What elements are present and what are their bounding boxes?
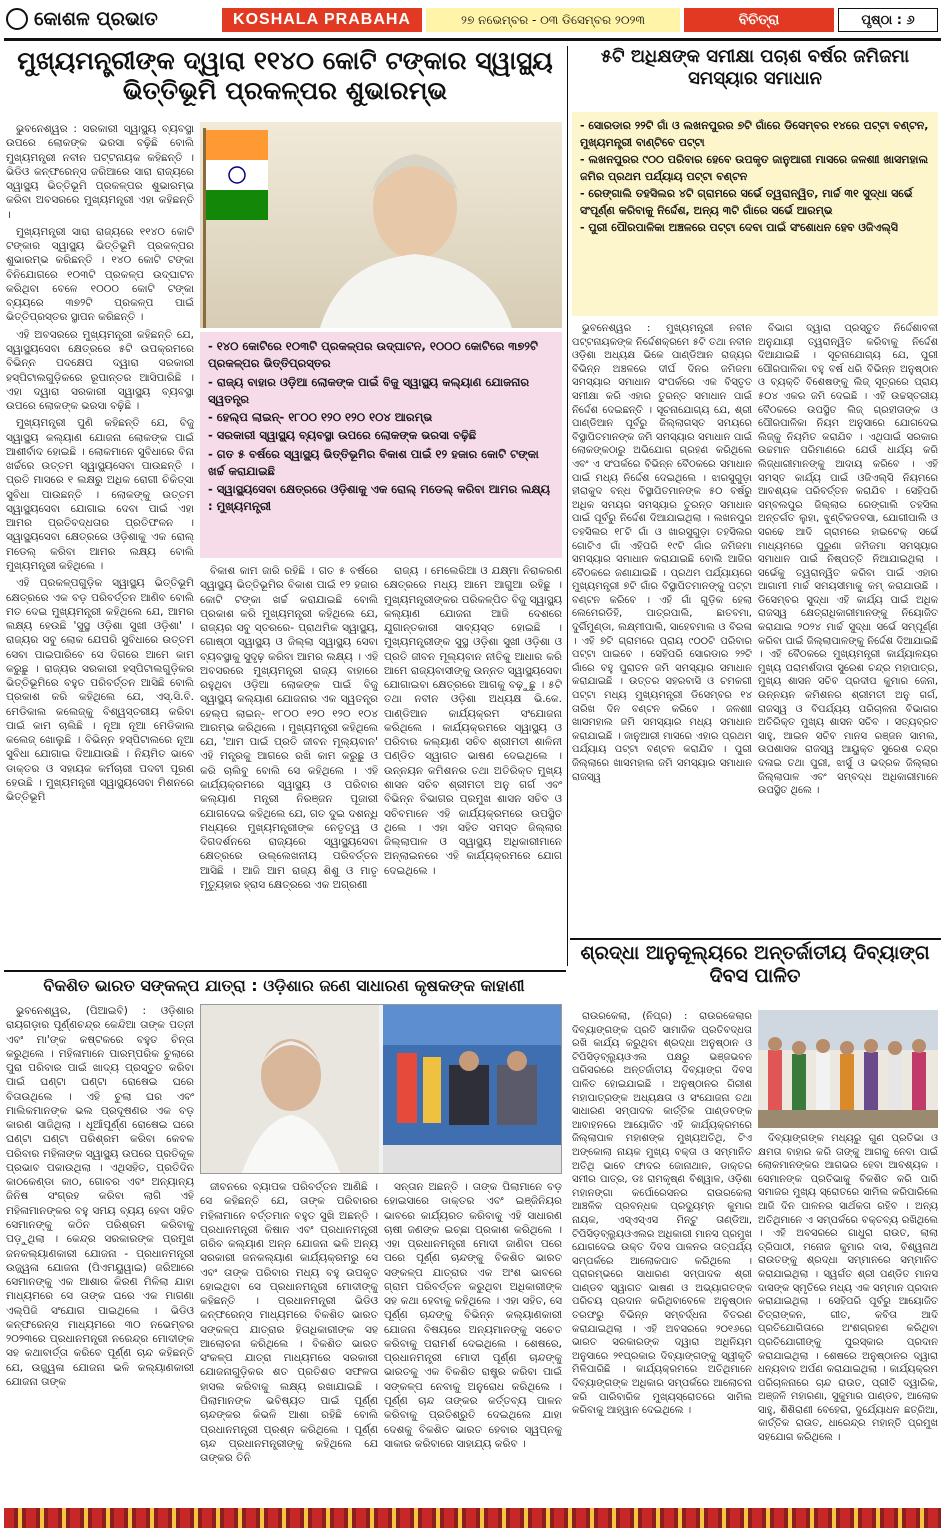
video-conference-photo	[200, 1004, 562, 1174]
paragraph: ମୁଖ୍ୟମନ୍ତ୍ରୀ ସାରା ରାଜ୍ୟରେ ୧୧୪୦ କୋଟି ଟଙ୍କାର ସ୍ୱାସ୍ଥ୍ୟ ଭିତ୍ତିଭୂମି ପ୍ରକଳ୍ପର ଶୁଭାରମ୍ଭ କରିଛନ୍ତି । ୧୪୦ କୋଟି ଟଙ୍କା ବିନିଯୋଗରେ ୧୦୩ଟି ପ୍ରକଳ୍ପ ଉଦ୍‌ଘାଟନ କରିଥିବା ବେଳେ ୧୦୦୦ କୋଟି ଟଙ୍କା ବ୍ୟୟରେ ୩୭୨ଟି ପ୍ରକଳ୍ପ ପାଇଁ ଭିତ୍ତିପ୍ରସ୍ତର ସ୍ଥାପନ କରିଛନ୍ତି ।	[6, 225, 194, 324]
story4-column-1	[572, 1010, 752, 1504]
paragraph: ଭୁବନେଶ୍ୱର, (ପିଆଇବି) : ଓଡ଼ିଶାର ରାୟଗଡ଼ାର ପୂର୍ଣ୍ଣଚନ୍ଦ୍ର କେନ୍ଦିଆ ତାଙ୍କ ପତ୍ନୀ ଏବଂ ମା'ଙ୍କ କଷ୍ଟକରେ ବହୁତ ଚିନ୍ତା କରୁଥିଲେ । ମହିଳାମାନେ ପାରମ୍ପରିକ ଚୁଲାରେ ପୁରା ପରିବାର ପାଇଁ ଖାଦ୍ୟ ପ୍ରସ୍ତୁତ କରିବା ପାଇଁ ଘଣ୍ଟା ଘଣ୍ଟା ରୋଷେଇ ଘରେ ବିତାଉଥିଲେ । ଏହି ଚୁଲା ଘର ଏବଂ ମାଲିକମାନଙ୍କ ଭଲ ପ୍ରଦୂଷଣର ଏକ ବଡ଼ କାରଣ ସାଜିଥିଲା । ଧୂଆଁପୂର୍ଣ୍ଣ ରୋଷେଇ ଘରେ ଘଣ୍ଟା ଘଣ୍ଟା ପରିଶ୍ରମ କରିବା କେବଳ ପରିବାର ମହିଳାଙ୍କ ସ୍ୱାସ୍ଥ୍ୟ ଉପରେ ପ୍ରତିକୂଳ ପ୍ରଭାବ ପକାଉଥିଲା । ଏଥିସହିତ, ପ୍ରତିଦିନ କାଠକେଣ୍ଡା କାଠ, ଗୋବର ଏବଂ ଅନ୍ୟାନ୍ୟ ଜିନିଷ ସଂଗ୍ରହ କରିବା ଲାଗି ଏହି ମହିଳାମାନଙ୍କର ବହୁ ସମୟ ବ୍ୟୟ ହେବା ସହିତ ସେମାନଙ୍କୁ କଠିନ ପରିଶ୍ରମ କରିବାକୁ ପଡ଼ୁଥିଲା । କେନ୍ଦ୍ର ସରକାରଙ୍କ ପ୍ରମୁଖ ଜନକଲ୍ୟାଣକାରୀ ଯୋଜନା - ପ୍ରଧାନମନ୍ତ୍ରୀ ଉଜ୍ଜ୍ୱଳା ଯୋଜନା (ପିଏମୟୁୱାଇ) ଜରିଆରେ ସେମାନଙ୍କୁ ଏକ ଆଶାର କିରଣ ମିଳିଲା ଯାହା ମାଧ୍ୟମରେ ସେ ତାଙ୍କ ଘରେ ଏକ ମାଗଣା ଏଲ୍‌ପିଜି ସଂଯୋଗ ପାଇଥିଲେ । ଭିଡିଓ କନ୍‌ଫରେନ୍ସ ମାଧ୍ୟମରେ ୩୦ ନଭେମ୍ବର ୨୦୨୩ରେ ପ୍ରଧାନମନ୍ତ୍ରୀ ନରେନ୍ଦ୍ର ମୋଦୀଙ୍କ ସହ କଥାବାର୍ତ୍ତା କରିବେ ପୂର୍ଣ୍ଣ ଚାନ୍ଦ କହିଛନ୍ତି ଯେ, ଉଜ୍ଜ୍ୱଳା ଯୋଜନା ଭଳି କଲ୍ୟାଣକାରୀ ଯୋଜନା ତାଙ୍କ	[6, 1005, 194, 1388]
chief-minister-photo-drawing	[200, 122, 562, 328]
paragraph: ଦିବ୍ୟାଙ୍ଗଙ୍କ ମଧ୍ୟରୁ ଗୁଣ ପ୍ରତିଭା ଓ କ୍ଷମତା ବାହାର କରି ତାଙ୍କୁ ଆଗକୁ ନେବା ପାଇଁ ଲୋକମାନଙ୍କର ଆଗଭର ହେବା ଆବଶ୍ୟକ । ସେମାନଙ୍କ ପ୍ରତିଭାକୁ ବିକଶିତ କରି ପାରି ସମାଜର ମୁଖ୍ୟ ସ୍ରୋତରେ ସାମିଲ କରିପାରିଲେ ଆଜି ଦିନ ପାଳନର ସାର୍ଥକତା ରହିବ । ଅନ୍ୟ ଅତିଥିମାନେ ଏ ସମ୍ପର୍କରେ ବକ୍ତବ୍ୟ ରଖିଥିଲେ । ଏହି ଅବସରରେ ଗାଧୁରା ରାଉତ, ଲାଲା ତ୍ରିପାଠୀ, ମନୋଜ କୁମାର ଦାସ, ବିଶ୍ୱନାଥ ରାଉତଙ୍କୁ ଶ୍ରଦ୍ଧା ସମ୍ମାନରେ ସମ୍ମାନିତ କରାଯାଇଥିଲା । ସ୍ୱର୍ଗତ ଶ୍ରୀ ପଣ୍ଡିତ ମାନସ ଦାସଙ୍କ ସ୍ମୃତିରେ ମଧ୍ୟ ଏକ ସମ୍ମାନ ପ୍ରଦାନ କରାଯାଇଥିଲା । ସେହିପରି ପୂର୍ବରୁ ଆୟୋଜିତ ଚିତ୍ରାଙ୍କନ, ଗୀତ, କବିତା ଆଦି ପ୍ରତିଯୋଗିତାରେ ଅଂଶଗ୍ରହଣ କରିଥିବା ପ୍ରତିଯୋଗୀଙ୍କୁ ପୁରସ୍କାର ପ୍ରଦାନ କରାଯାଇଥିଲା । ଶେଷରେ ଅନୁଷ୍ଠାନର ଦ୍ୱାରା ଧନ୍ୟବାଦ ଅର୍ପଣ କରାଯାଇଥିଲା । କାର୍ଯ୍ୟକ୍ରମ ପରିଚାଳନାରେ ଚାନ୍ଦ ରାଉତ, ପ୍ରୀତି ଦ୍ୱାରିକ, ଅଞ୍ଜଳି ମହାରଣା, ସୁକୁମାର ପାଣ୍ଡବ, ଆଲୋକ ସାହୁ, ଶିଶିରାଣୀ ବେହେରା, ଦୁର୍ଯ୍ୟୋଧନ ଛତ୍ରିଆ, କାର୍ତ୍ତିକ ରାଉତ, ଧାରେନ୍ଦ୍ର ମହାନ୍ତି ପ୍ରମୁଖ ସହଯୋଗ କରିଥିଲେ ।	[758, 1133, 938, 1444]
paragraph: ଏହି ଅବସରରେ ମୁଖ୍ୟମନ୍ତ୍ରୀ କହିଛନ୍ତି ଯେ, ସ୍ୱାସ୍ଥ୍ୟସେବା କ୍ଷେତ୍ରରେ ୫ଟି ଉପକ୍ରମରେ ବିଭିନ୍ନ ପଦକ୍ଷେପ ଦ୍ୱାରା ସରକାରୀ ହସ୍‌ପିଟାଲଗୁଡ଼ିକରେ ରୂପାନ୍ତର ଆସିପାରିଛି । ଏହା ଦ୍ୱାରା ସରକାରୀ ସ୍ୱାସ୍ଥ୍ୟ ବ୍ୟବସ୍ଥା ଉପରେ ଲୋକଙ୍କ ଭରସା ବଢ଼ିଛି ।	[6, 328, 194, 413]
highlight-item: - ରାଜ୍ୟ ବାହାର ଓଡ଼ିଆ ଲୋକଙ୍କ ପାଇଁ ବିଜୁ ସ୍ୱାସ୍ଥ୍ୟ କଲ୍ୟାଣ ଯୋଜନାର ସ୍ୱତନ୍ତ୍ର	[208, 374, 530, 406]
highlight-item: - ସୋରଡାର ୨୨ଟି ଗାଁ ଓ ଲଖନପୁରର ୭ଟି ଗାଁରେ ଡିସେମ୍ବର ୧୪ରେ ପଟ୍ଟା ବଣ୍ଟନ, ମୁଖ୍ୟମନ୍ତ୍ରୀ ବାଣ୍ଟିବେ ପଟ୍ଟା	[580, 119, 929, 149]
story3-headline: ବିକଶିତ ଭାରତ ସଙ୍କଳ୍ପ ଯାତ୍ରା : ଓଡ଼ିଶାର ଜଣେ ସାଧାରଣ କୃଷକଙ୍କ କାହାଣୀ	[43, 976, 525, 995]
section-label: ବିଚିତ୍ରା	[684, 8, 834, 32]
chief-minister-photo	[200, 122, 562, 328]
paragraph: ମୁଖ୍ୟମନ୍ତ୍ରୀ ପୁଣି କହିଛନ୍ତି ଯେ, ବିଜୁ ସ୍ୱାସ୍ଥ୍ୟ କଲ୍ୟାଣ ଯୋଜନା ଲୋକଙ୍କ ପାଇଁ ଆଶୀର୍ବାଦ ହୋଇଛି । ଲୋକମାନେ ସୁବିଧାରେ ବିନା ଖର୍ଚ୍ଚରେ ଉତ୍ତମ ସ୍ୱାସ୍ଥ୍ୟସେବା ପାଉଛନ୍ତି । ପ୍ରତି ମାସରେ ୧ ଲକ୍ଷରୁ ଅଧିକ ରୋଗୀ ଚିକିତ୍ସା ସୁବିଧା ପାଉଛନ୍ତି । ଲୋକଙ୍କୁ ଉତ୍ତମ ସ୍ୱାସ୍ଥ୍ୟସେବା ଯୋଗାଇ ଦେବା ପାଇଁ ଏହା ଆମର ପ୍ରତିବଦ୍ଧତାର ପ୍ରତିଫଳନ । ସ୍ୱାସ୍ଥ୍ୟସେବା କ୍ଷେତ୍ରରେ ଓଡ଼ିଶାକୁ ଏକ ରୋଲ୍ ମଡେଲ୍ କରିବା ଆମର ଲକ୍ଷ୍ୟ ବୋଲି ମୁଖ୍ୟମନ୍ତ୍ରୀ କହିଥିଲେ ।	[6, 417, 194, 572]
logo-text: କୋଶଳ ପ୍ରଭାତ	[34, 8, 158, 30]
paragraph: ଜୀବନରେ ବ୍ୟାପକ ପରିବର୍ତ୍ତନ ଆଣିଛି । ସେ କହିଛନ୍ତି ଯେ, ତାଙ୍କ ପରିବାରର ମହିଳାମାନେ ବର୍ତ୍ତମାନ ବହୁତ ସୁଖି ଅଛନ୍ତି । ପ୍ରଧାନମନ୍ତ୍ରୀ କିଷାନ ଏବଂ ପ୍ରଧାନମନ୍ତ୍ରୀ ଗରିବ କଲ୍ୟାଣ ଅନ୍ନ ଯୋଜନା ଭଳି ଅନ୍ୟ ସରକାରୀ ଜନକଲ୍ୟାଣ କାର୍ଯ୍ୟକ୍ରମରୁ ସେ ଏବଂ ତାଙ୍କ ପରିବାର ମଧ୍ୟ ବହୁ ଉପକୃତ ହୋଇଥିବା ସେ ପ୍ରଧାନମନ୍ତ୍ରୀ ମୋଦୀଙ୍କୁ କହିଛନ୍ତି । ପ୍ରଧାନମନ୍ତ୍ରୀ ଭିଡିଓ କନ୍‌ଫରେନ୍ସ ମାଧ୍ୟମରେ ବିକଶିତ ଭାରତ ସଙ୍କଳ୍ପ ଯାତ୍ରାର ହିତାଧିକାରୀଙ୍କ ସହ ଆଲୋଚନା କରିଥିଲେ । ବିକଶିତ ଭାରତ ସଂକଳ୍ପ ଯାତ୍ରା ମାଧ୍ୟମରେ ସରକାରୀ ଯୋଜନାଗୁଡ଼ିକର ଶତ ପ୍ରତିଶତ ସଫଳତା ହାସଲ କରିବାକୁ ଲକ୍ଷ୍ୟ ରଖାଯାଇଛି । ପିଲାମାନଙ୍କ ଭବିଷ୍ୟତ ପାଇଁ ପୂର୍ଣ୍ଣ ଚାନ୍ଦଙ୍କର କିଭଳି ଆଶା ରହିଛି ବୋଲି ପ୍ରଧାନମନ୍ତ୍ରୀ ପ୍ରଶ୍ନ କରିଥିଲେ । ପୂର୍ଣ୍ଣ ଚାନ୍ଦ ପ୍ରଧାନମନ୍ତ୍ରୀଙ୍କୁ କହିଥିଲେ ଯେ ତାଙ୍କର ତିନି	[200, 1181, 378, 1465]
highlight-item: - ସ୍ୱାସ୍ଥ୍ୟସେବା କ୍ଷେତ୍ରରେ ଓଡ଼ିଶାକୁ ଏକ ରୋଲ୍ ମଡେଲ୍ କରିବା ଆମର ଲକ୍ଷ୍ୟ : ମୁଖ୍ୟମନ୍ତ୍ରୀ	[208, 482, 551, 514]
english-title: KOSHALA PRABAHA	[222, 8, 422, 32]
story4-column-2	[758, 1132, 938, 1504]
newspaper-logo-icon	[6, 8, 28, 30]
story2-highlights	[572, 112, 938, 316]
page-number: ପୃଷ୍ଠା : ୬	[838, 8, 938, 32]
paragraph: ବିଭାଗ ଦ୍ୱାରା ପ୍ରସ୍ତୁତ ନିର୍ଦ୍ଦେଶାବଳୀ ଅନୁଯାୟୀ ତ୍ୱରାନ୍ୱିତ କରିବାକୁ ନିର୍ଦ୍ଦେଶ ଦିଆଯାଇଛି । ସୂଚନାଯୋଗ୍ୟ ଯେ, ପୁରୀ ପୌରପାଳିକା ବହୁ ବର୍ଷ ଧରି ବିଭିନ୍ନ ଅନୁଷ୍ଠାନ ଓ ବ୍ୟକ୍ତି ବିଶେଷଙ୍କୁ ଲିଜ୍ ସୂତ୍ରରେ ପ୍ରାୟ ୫୦୪ ଏକର ଜମି ଦେଇଛି । ଏହି ଉଚ୍ଚସ୍ତରୀୟ ବୈଠକରେ ଉପସ୍ଥିତ ଲିଜ୍ ଗ୍ରହୀତାଙ୍କ ଓ ପୌରପାଳିକା ନିୟମ ଅନୁସାରେ ଯୋଗଦେଇ ଲିଜ୍‌କୁ ନିୟମିତ କରାଯିବ । ଏଥିପାଇଁ ସରକାର ଉଚ୍ଚମାନ ପରିମାଣରେ ଯେଉଁ ଧାର୍ଯ୍ୟ କରି ଲିଜ୍‌ଧାରୀମାନଙ୍କୁ ଆଦାୟ କରିବେ । ଏହି ସମସ୍ତ କାର୍ଯ୍ୟ ପାଇଁ ଓଜିଏଲ୍‌ସି ନିୟମରେ ଆବଶ୍ୟକ ପରିବର୍ତ୍ତନ କରାଯିବ । ସେହିପରି ସମ୍ବଲପୁର ଜିଲ୍ଲାର ରେଙ୍ଗାଲି ତହସିଲ ଅନ୍ତର୍ଗତ ଲୁହା, ଝୁଣ୍ଟିକଡବସା, ଯୋଗୀପାଲି ଓ ସରଢେ ଆଦି ଗ୍ରାମରେ ହାଇଟେକ୍ ସର୍ଭେ ମାଧ୍ୟମରେ ପୁରୁଣା ଜମିଜମା ସମସ୍ୟାର ସମାଧାନ ପାଇଁ ନିଷ୍ପତ୍ତି ନିଆଯାଇଥିଲା । ସର୍ଭେକୁ ତ୍ୱରାନ୍ୱିତ କରିବା ପାଇଁ ଏହାର ଆଗାମୀ ମାର୍ଚ୍ଚ ସମୟସୀମାକୁ କମ୍ କରାଯାଉଛି । ଡିସେମ୍ବର ସୁଦ୍ଧା ଏହି କାର୍ଯ୍ୟ ପାଇଁ ଅଧିକ ରାଜସ୍ୱ କ୍ଷେତ୍ରାଧିକାରୀମାନଙ୍କୁ ନିୟୋଜିତ କରାଯାଇ ୨୦୨୪ ମାର୍ଚ୍ଚ ସୁଦ୍ଧା ସର୍ଭେ ସମ୍ପୂର୍ଣ୍ଣ କରିବା ପାଇଁ ଜିଲ୍ଲାପାଳଙ୍କୁ ନିର୍ଦ୍ଦେଶ ଦିଆଯାଇଛି । ଏହି ବୈଠକରେ ମୁଖ୍ୟମନ୍ତ୍ରୀ କାର୍ଯ୍ୟାଳୟର ମୁଖ୍ୟ ପରାମର୍ଶଦାତା ସୁରେଶ ଚନ୍ଦ୍ର ମହାପାତ୍ର, ମୁଖ୍ୟ ଶାସନ ସଚିବ ପ୍ରଦୀପ କୁମାର ଜେନା, ଉନ୍ନୟନ କମିଶନର ଶ୍ରୀମତୀ ଅନୁ ଗର୍ଗ, ରାଜସ୍ୱ ଓ ବିପର୍ଯ୍ୟୟ ପରିଚାଳନା ବିଭାଗର ଅତିରିକ୍ତ ମୁଖ୍ୟ ଶାସନ ସଚିବ । ସତ୍ୟବ୍ରତ ସାହୁ, ଆଇନ ସଚିବ ମାନସ ରଞ୍ଜନ ସାମଲ, ଉପଶାସକ ରାଜସ୍ୱ ଆୟୁକ୍ତ ସୁରେଶ ଚନ୍ଦ୍ର ଦଳାଇ ତଥା ପୁରୀ, ଝାର୍ସୁ ଓ ଭଦ୍ରକ ଜିଲ୍ଲାର ଜିଲ୍ଲାପାଳ ଏବଂ ସମ୍ବଦ୍ଧ ଅଧିକାରୀମାନେ ଉପସ୍ଥିତ ଥିଲେ ।	[758, 323, 938, 797]
paragraph: ଏହି ପ୍ରକଳ୍ପଗୁଡ଼ିକ ସ୍ୱାସ୍ଥ୍ୟ ଭିତ୍ତିଭୂମି କ୍ଷେତ୍ରରେ ଏକ ବଡ଼ ପରିବର୍ତ୍ତନ ଆଣିବ ବୋଲି ମତ ଦେଇ ମୁଖ୍ୟମନ୍ତ୍ରୀ କହିଥିଲେ ଯେ, ଆମର ଲକ୍ଷ୍ୟ ହେଉଛି 'ସୁସ୍ଥ ଓଡ଼ିଶା ସୁଖୀ ଓଡ଼ିଶା' । ରାଜ୍ୟର ସବୁ ଲୋକ ଯେପରି ସୁବିଧାରେ ଉତ୍ତମ ସେବା ପାଇପାରିବେ ସେ ଦିଗରେ ଆମେ କାମ କରୁଛୁ । ରାଜ୍ୟର ସରକାରୀ ହସ୍‌ପିଟାଲଗୁଡ଼ିକର ଭିତ୍ତିଭୂମିରେ ବହୁତ ପରିବର୍ତ୍ତନ ଆସିଛି ବୋଲି ପ୍ରକାଶ କରି କହିଥିଲେ ଯେ, ଏସ୍.ସି.ବି. ମେଡିକାଲ କଲେଜ୍‌କୁ ବିଶ୍ୱସ୍ତରୀୟ କରିବା ପାଇଁ କାମ ଚାଲିଛି । ନୂଆ ନୂଆ ମେଡିକାଲ କଲେଜ୍ ଖୋଲୁଛି । ବିଭିନ୍ନ ହସ୍‌ପିଟାଲରେ ନୂଆ ସୁବିଧା ଯୋଗାଇ ଦିଆଯାଉଛି । ନିୟମିତ ଭାବେ ଡାକ୍ତର ଓ ସହାୟକ କର୍ମଚାରୀ ପଦବୀ ପୂରଣ ହେଉଛି । ମୁଖ୍ୟମନ୍ତ୍ରୀ ସ୍ୱାସ୍ଥ୍ୟସେବା ମିଶନରେ ଭିତ୍ତିଭୂମି	[6, 577, 194, 804]
story1-column-1	[6, 122, 194, 968]
story2-headline: ୫ଟି ଅଧିକ୍ଷଙ୍କ ସମୀକ୍ଷା ପଚାଶ ବର୍ଷର ଜମିଜମା ସମସ୍ୟାର ସମାଧାନ	[600, 46, 910, 89]
highlight-item: - ୧୪୦ କୋଟିରେ ୧୦୩ଟି ପ୍ରକଳ୍ପର ଉଦ୍‌ଘାଟନ, ୧୦୦୦ କୋଟିରେ ୩୭୨ଟି ପ୍ରକଳ୍ପର ଭିତ୍ତିପ୍ରସ୍ତର	[208, 339, 538, 371]
story1-highlights	[200, 332, 562, 558]
decorative-border	[4, 1508, 941, 1528]
video-conference-drawing	[201, 1005, 562, 1174]
highlight-item: - ହେଲ୍ପ ଲାଇନ୍- ୧୮୦୦ ୧୨୦ ୧୨୦ ୧୦୪ ଆରମ୍ଭ	[208, 410, 433, 424]
paragraph: ସନ୍ତାନ ଅଛନ୍ତି । ତାଙ୍କ ପିଲାମାନେ ବଡ଼ ହୋଇସାରେ ଡାକ୍ତର ଏବଂ ଇଞ୍ଜିନିୟର ଭାବରେ କାର୍ଯ୍ୟରତ କରିବାକୁ ଏହି ସାଧାରଣ ଚାଷୀ ଜଣଙ୍କ ଇଚ୍ଛା ପ୍ରକାଶ କରିଥିଲେ । ଏହା ପ୍ରଧାନମନ୍ତ୍ରୀ ମୋଦୀ ଜାଣିବା ପରେ ପରେ ପୂର୍ଣ୍ଣ ଚାନ୍ଦଙ୍କୁ ବିକଶିତ ଭାରତ ସଙ୍କଳ୍ପ ଯାତ୍ରାର ଏକ ଅଂଶ ଭାବରେ ଗ୍ରାମ ପରିବର୍ତ୍ତନ କରୁଥିବା ଅଧିକାରୀଙ୍କ ସହ କଥା ହେବାକୁ କହିଥିଲେ । ଏହା ସହିତ, ସେ ପୂର୍ଣ୍ଣ ଚାନ୍ଦଙ୍କୁ ବିଭିନ୍ନ କଲ୍ୟାଣକାରୀ ଯୋଜନା ବିଷୟରେ ଅନ୍ୟମାନଙ୍କୁ ସଚେତ କରିବାକୁ ପରାମର୍ଶ ଦେଇଥିଲେ । ଶେଷରେ, ପ୍ରଧାନମନ୍ତ୍ରୀ ମୋଦୀ ପୂର୍ଣ୍ଣ ଚାନ୍ଦଙ୍କୁ ଭାରତକୁ ଏକ ବିକଶିତ ରାଷ୍ଟ୍ର କରିବା ପାଇଁ ସଙ୍କଳ୍ପ ନେବାକୁ ଅନୁରୋଧ କରିଥିଲେ । ପୂର୍ଣ୍ଣ ଚାନ୍ଦ ତାଙ୍କର କର୍ତ୍ତବ୍ୟ ପାଳନ କରିବାକୁ ପ୍ରତିଶ୍ରୁତି ଦେଇଥିଲେ ଯାହା ଦେଶକୁ ବିକଶିତ ଭାରତ ହେବାର ସ୍ୱପ୍ନକୁ ସାକାର କରିବାରେ ସାହାଯ୍ୟ କରିବ ।	[384, 1181, 562, 1450]
highlight-item: - ସରକାରୀ ସ୍ୱାସ୍ଥ୍ୟ ବ୍ୟବସ୍ଥା ଉପରେ ଲୋକଙ୍କ ଭରସା ବଢ଼ିଛି	[208, 428, 477, 443]
section-divider	[570, 938, 941, 940]
paragraph: ଭୁବନେଶ୍ୱର : ମୁଖ୍ୟମନ୍ତ୍ରୀ ନବୀନ ପଟ୍ଟନାୟକଙ୍କ ନିର୍ଦ୍ଦେଶକ୍ରମେ ୫ଟି ତଥା ନବୀନ ଓଡ଼ିଶା ଅଧ୍ୟକ୍ଷ ଭିକେ ପାଣ୍ଡିଆନ ରାଜ୍ୟର ବିଭିନ୍ନ ଅଞ୍ଚଳରେ ଦୀର୍ଘ ଦିନର ଜମିଜମା ସମସ୍ୟାର ସମାଧାନ ସଂପର୍କରେ ଏକ ବିସ୍ତୃତ ସମୀକ୍ଷା କରି ଏହାର ତୁରନ୍ତ ସମାଧାନ ପାଇଁ ନିର୍ଦ୍ଦେଶ ଦେଇଛନ୍ତି । ସୂଚନାଯୋଗ୍ୟ ଯେ, ଶ୍ରୀ ପାଣ୍ଡିଆନ ପୂର୍ବରୁ ଜିଲ୍ଲାଗସ୍ତ ସମୟରେ ବିସ୍ଥାପିତମାନଙ୍କ ଜମି ସମସ୍ୟାର ସମାଧାନ ପାଇଁ ଲୋକଙ୍କଠାରୁ ଅଭିଯୋଗ ଗ୍ରହଣ କରିଥିଲେ ଏବଂ ଏ ସଂପର୍କରେ ବିଭିନ୍ନ ବୈଠକରେ ସମାଧାନ ପାଇଁ ମଧ୍ୟ ନିର୍ଦ୍ଦେଶ ଦେଇଥିଲେ । ଝାରସୁଗୁଡ଼ା ହୀରାକୁଦ ବନ୍ଧ ବିସ୍ଥାପିତମାନଙ୍କ ୫୦ ବର୍ଷରୁ ଅଧିକ ସମୟର ସମସ୍ୟାର ତୁରନ୍ତ ସମାଧାନ ପାଇଁ ପୂର୍ବରୁ ନିର୍ଦ୍ଦେଶ ଦିଆଯାଇଥିଲା । ଲଖନପୁର ତହସିଲର ୧୮ଟି ଗାଁ ଓ ଖାରସୁଗୁଡ଼ା ତହସିଲର ଗୋଟିଏ ଗାଁ ଏହିପରି ୧୯ଟି ଗାଁର ଜମିଜମା ସମସ୍ୟାର ସମାଧାନ କରାଯାଇଛି ବୋଲି ଆଜିର ବୈଠକରେ ଜଣାଯାଇଛି । ପ୍ରଥମ ପର୍ଯ୍ୟାୟରେ ମୁଖ୍ୟମନ୍ତ୍ରୀ ୭ଟି ଗାଁର ବିସ୍ଥାପିତମାନଙ୍କୁ ପଟ୍ଟା ବଣ୍ଟନ କରିବେ । ଏହି ଗାଁ ଗୁଡ଼ିକ ହେଲା ଲେମେରଡିହି, ପାତ୍ରପାଲି, ଛାତବମା, ଦୁର୍ଗିମୁଣ୍ଡା, ଲକ୍ଷ୍ମୀପାଲି, ସାହେବମାଲ ଓ ବିରଳା । ଏହି ୭ଟି ଗ୍ରାମରେ ପ୍ରାୟ ୯୦୦ଟି ପରିବାର ପଟ୍ଟା ପାଇବେ । ସେହିପରି ସୋରଡାର ୨୨ଟି ଗାଁରେ ବହୁ ପୁରାତନ ଜମି ସମସ୍ୟାର ସମାଧାନ କରାଯାଇଛି । ଉତ୍ତର ସହରବାସି ଓ ଚମକଗୀ ପଟ୍ଟା ମଧ୍ୟ ମୁଖ୍ୟମନ୍ତ୍ରୀ ଡିସେମ୍ବର ୧୪ ତାରିଖ ଦିନ ବଣ୍ଟନ କରିବେ । ଜଳଶାୀ ଖାସମହାଲ ଜମି ସମସ୍ୟାର ମଧ୍ୟ ସମାଧାନ କରାଯାଇଛି । ଜାନୁଆରୀ ମାସରେ ଏହାର ପ୍ରଥମ ପର୍ଯ୍ୟାୟ ପଟ୍ଟା ବଣ୍ଟନ କରାଯିବ । ପୁରୀ ଜିଲ୍ଲାରେ ଖାସମହାଲ ଜମି ସମସ୍ୟାର ସମାଧାନ ରାଜସ୍ୱ	[572, 323, 752, 783]
paragraph: ଭୁବନେଶ୍ୱର : ସରକାରୀ ସ୍ୱାସ୍ଥ୍ୟ ବ୍ୟବସ୍ଥା ଉପରେ ଲୋକଙ୍କ ଭରସା ବଢ଼ିଛି ବୋଲି ମୁଖ୍ୟମନ୍ତ୍ରୀ ନବୀନ ପଟ୍ଟନାୟକ କହିଛନ୍ତି । ଭିଡିଓ କନ୍‌ଫରେନ୍ସ ଜରିଆରେ ସାରା ରାଜ୍ୟରେ ସ୍ୱାସ୍ଥ୍ୟ ଭିତ୍ତିଭୂମି ପ୍ରକଳ୍ପର ଶୁଭାରମ୍ଭ କରିବା ଅବସରରେ ମୁଖ୍ୟମନ୍ତ୍ରୀ ଏହା କହିଛନ୍ତି ।	[6, 123, 194, 221]
column-divider	[567, 46, 568, 966]
story2-column-1	[572, 322, 752, 936]
story1-column-2	[200, 564, 378, 968]
paragraph: ରାଜ୍ୟ । ମେଲେରିଆ ଓ ଯକ୍ଷ୍ମା ନିରାକରଣ କ୍ଷେତ୍ରରେ ମଧ୍ୟ ଆମେ ଆଗୁଆ ରହିଛୁ । ମୁଖ୍ୟମନ୍ତ୍ରୀଙ୍କର ପରିକଳ୍ପିତ ବିଜୁ ସ୍ୱାସ୍ଥ୍ୟ କଲ୍ୟାଣ ଯୋଜନା ଆଜି ଦେଶରେ ଯୁଗାନ୍ତକାରୀ ସାବ୍ୟସ୍ତ ହୋଇଛି । ମୁଖ୍ୟମନ୍ତ୍ରୀଙ୍କ ସୁସ୍ଥ ଓଡ଼ିଶା ସୁଖୀ ଓଡ଼ିଶା ଓ ପ୍ରତି ଜୀବନ ମୂଲ୍ୟବାନ ନୀତିକୁ ଆଧାର କରି ଆମେ ରାଜ୍ୟବାସୀଙ୍କୁ ଉନ୍ନତ ସ୍ୱାସ୍ଥ୍ୟସେବା ଯୋଗାଇବା କ୍ଷେତ୍ରରେ ଆଗକୁ ବଢ଼ୁଛୁ । ୫ଟି ତଥା ନବୀନ ଓଡ଼ିଶା ଅଧ୍ୟକ୍ଷ ଭି.କେ. ପାଣ୍ଡିଆନ କାର୍ଯ୍ୟକ୍ରମ ସଂଯୋଜନା କରିଥିଲେ । କାର୍ଯ୍ୟକ୍ରମରେ ସ୍ୱାସ୍ଥ୍ୟ ଓ ପରିବାର କଲ୍ୟାଣ ସଚିବ ଶ୍ରୀମତୀ ଶାଳିନୀ ପଣ୍ଡିତ ସ୍ୱାଗତ ଭାଷଣ ଦେଇଥିଲେ । ଉନ୍ନୟନ କମିଶନର ତଥା ଅତିରିକ୍ତ ମୁଖ୍ୟ ଶାସନ ସଚିବ ଶ୍ରୀମତୀ ଅନୁ ଗର୍ଗ ଏବଂ ବିଭିନ୍ନ ବିଭାଗର ପ୍ରମୁଖ ଶାସନ ସଚିବ ଓ ସଚିବମାନେ ଏହି କାର୍ଯ୍ୟକ୍ରମରେ ଉପସ୍ଥିତ ଥିଲେ । ଏହା ସହିତ ସମସ୍ତ ଜିଲ୍ଲାର ଜିଲ୍ଲାପାଳ ଓ ସ୍ୱାସ୍ଥ୍ୟ ଅଧିକାରୀମାନେ ଅନ୍‌ଲାଇନରେ ଏହି କାର୍ଯ୍ୟକ୍ରମରେ ଯୋଗ ଦେଇଥିଲେ ।	[384, 565, 562, 877]
paragraph: ବିକାଶ କାମ ଜାରି ରହିଛି । ଗତ ୫ ବର୍ଷରେ ସ୍ୱାସ୍ଥ୍ୟ ଭିତ୍ତିଭୂମିର ବିକାଶ ପାଇଁ ୧୨ ହଜାର କୋଟି ଟଙ୍କା ଖର୍ଚ୍ଚ କରାଯାଇଛି ବୋଲି ପ୍ରକାଶ କରି ମୁଖ୍ୟମନ୍ତ୍ରୀ କହିଥିଲେ ଯେ, ରାଜ୍ୟର ସବୁ ସ୍ତରରେ- ପ୍ରାଥମିକ ସ୍ୱାସ୍ଥ୍ୟ, ଗୋଷ୍ଠୀ ସ୍ୱାସ୍ଥ୍ୟ ଓ ଜିଲ୍ଲା ସ୍ୱାସ୍ଥ୍ୟ ସେବା ବ୍ୟବସ୍ଥାକୁ ସୁଦୃଢ଼ କରିବା ଆମର ଲକ୍ଷ୍ୟ । ଏହି ଅବସରରେ ମୁଖ୍ୟମନ୍ତ୍ରୀ ରାଜ୍ୟ ବାହାରେ ରହୁଥିବା ଓଡ଼ିଆ ଲୋକଙ୍କ ପାଇଁ ବିଜୁ ସ୍ୱାସ୍ଥ୍ୟ କଲ୍ୟାଣ ଯୋଜନାର ଏକ ସ୍ୱତନ୍ତ୍ର ହେଲ୍ପ ଲାଇନ୍- ୧୮୦୦ ୧୨୦ ୧୨୦ ୧୦୪ ଆରମ୍ଭ କରିଥିଲେ । ମୁଖ୍ୟମନ୍ତ୍ରୀ କହିଥିଲେ ଯେ, 'ଆମ ପାଇଁ ପ୍ରତି ଜୀବନ ମୂଲ୍ୟବାନ' ଏହି ମନ୍ତ୍ରକୁ ଆଗରେ ରଖି କାମ କରୁଛୁ ଓ କରି ଚାଲିବୁ ବୋଲି ସେ କହିଥିଲେ । ଏହି କାର୍ଯ୍ୟକ୍ରମରେ ସ୍ୱାସ୍ଥ୍ୟ ଓ ପରିବାର କଲ୍ୟାଣ ମନ୍ତ୍ରୀ ନିରଞ୍ଜନ ପୂଜାରୀ ଯୋଗଦେଇ କହିଥିଲେ ଯେ, ଗତ ଦୁଇ ଦଶନ୍ଧି ମଧ୍ୟରେ ମୁଖ୍ୟମନ୍ତ୍ରୀଙ୍କ ନେତୃତ୍ୱ ଓ ଦିଗଦର୍ଶନରେ ରାଜ୍ୟରେ ସ୍ୱାସ୍ଥ୍ୟସେବା କ୍ଷେତ୍ରରେ ଉଲ୍ଲେଖନୀୟ ପରିବର୍ତ୍ତନ ଆସିଛି । ଆଜି ଆମ ରାଜ୍ୟ ଶିଶୁ ଓ ମାତୃ ମୃତ୍ୟୁହାର ହ୍ରାସ କ୍ଷେତ୍ରରେ ଏକ ଅଗ୍ରଣୀ	[200, 565, 378, 891]
story4-headline: ଶ୍ରଦ୍ଧା ଆନୁକୂଲ୍ୟରେ ଅନ୍ତର୍ଜାତୀୟ ଦିବ୍ୟାଙ୍ଗ ଦିବସ ପାଳିତ	[580, 942, 930, 987]
event-photo-drawing	[758, 1010, 938, 1128]
highlight-item: - ପୁରୀ ପୌରପାଳିକା ଅଞ୍ଚଳରେ ପଟ୍ଟା ଦେବା ପାଇଁ ସଂଶୋଧନ ହେବ ଓଜିଏଲ୍‌ସି	[580, 221, 898, 234]
highlight-item: - ଗତ ୫ ବର୍ଷରେ ସ୍ୱାସ୍ଥ୍ୟ ଭିତ୍ତିଭୂମିର ବିକାଶ ପାଇଁ ୧୨ ହଜାର କୋଟି ଟଙ୍କା ଖର୍ଚ୍ଚ କରାଯାଇଛି	[208, 446, 539, 478]
event-photo	[758, 1010, 938, 1128]
story1-column-3	[384, 564, 562, 968]
paragraph: ରାଉରକେଲା, (ନିପ୍ର) : ରାଉରକେଲାର ଦିବ୍ୟାଙ୍ଗଙ୍କ ପ୍ରତି ସାମାଜିକ ପ୍ରତିବଦ୍ଧତା ରଖି କାର୍ଯ୍ୟ କରୁଥିବା ଶ୍ରଦ୍ଧା ଅନୁଷ୍ଠାନ ଓ ଟିପିସିଡ଼ବ୍ଲ୍ୟୁଓଏଲ ପକ୍ଷରୁ ଭଞ୍ଜଭବନ ପରିସରରେ ଅନ୍ତର୍ଜାତୀୟ ଦିବ୍ୟାଙ୍ଗ ଦିବସ ପାଳିତ ହୋଇଯାଇଛି । ଅନୁଷ୍ଠାନର ଗିରୀଶ ମହାପାତ୍ରଙ୍କ ଅଧ୍ୟକ୍ଷତା ଓ ସଂଯୋଜନା ତଥା ସାଧାରଣ ସମ୍ପାଦକ କାର୍ତ୍ତିକ ପାଣ୍ଡବଙ୍କ ଆବାହନରେ ଆୟୋଜିତ ଏହି କାର୍ଯ୍ୟକ୍ରମରେ ଜିଲ୍ଲାପାଳ ମହାଶଙ୍କ ମୁଖ୍ୟଅତିଥି, ଟିଏ ଅଙ୍କୋଲା ନାୟକ ମୁଖ୍ୟ ବକ୍ତା ଓ ସମ୍ମାନିତ ଅତିଥି ଭାବେ ଫାଦର ଜୋନାଥାନ, ଡାକ୍ତର ସମୀର ପାତ୍ର, ଡଃ ରାମକୃଷ୍ଣ ବିଶ୍ୱାଳ, ଓଡ଼ିଶା ମହାନଙ୍ଗା କର୍ପୋରେସନର ରାଉରକେଲା ଆଞ୍ଚଳିକ ପ୍ରବନ୍ଧକ ପ୍ରଦ୍ୟୁମ୍ନ କୁମାର ନାୟକ, ଏସ୍‌ଏସ୍‌ଏସ ମିନ୍ଟୁ ତାଣ୍ଡିଆ, ଟିପିସିଡ଼ବ୍ଲ୍ୟୁଓଏଲର ଅଧିକାରୀ ମାନସ ପ୍ରମୁଖ ଯୋଗଦେଇ ଉକ୍ତ ଦିବସ ପାଳନର ତାତ୍ପର୍ଯ୍ୟ ସମ୍ପର୍କରେ ଆଲୋକପାତ କରିଥିଲେ । ପ୍ରାରମ୍ଭରେ ସାଧାରଣ ସମ୍ପାଦକ ଶ୍ରୀ ପାଣ୍ଡବ ସ୍ୱାଗତ ଭାଷଣ ଓ ଅଭ୍ୟାଗତଙ୍କ ପରିଚୟ ପ୍ରଦାନ କରିଥିବାବେଳେ ଅନୁଷ୍ଠାନ ତରଫରୁ ବିଭିନ୍ନ ସମ୍ବର୍ଦ୍ଧନା ବିତରଣ କରାଯାଇଥିଲା । ଏହି ଅବସରରେ ୨୦୧୬ରେ ଭାରତ ସରକାରଙ୍କ ଦ୍ୱାରା ଅଧିନିୟମ ଅନୁସାରେ ୨୧ପ୍ରକାର ଦିବ୍ୟାଙ୍ଗଙ୍କୁ ସ୍ୱୀକୃତି ମିଳିପାରିଛି । କାର୍ଯ୍ୟକ୍ରମରେ ଅତିଥିମାନେ ଦିବ୍ୟାଙ୍ଗଙ୍କ ଅଧିକାର ସମ୍ପର୍କରେ ଆଲୋଚନା କରି ପାରିବାରିକ ମୁଖ୍ୟସ୍ରୋତରେ ସାମିଲ କରିବାକୁ ଆହ୍ୱାନ ଦେଇଥିଲେ ।	[572, 1011, 752, 1417]
story1-headline: ମୁଖ୍ୟମନ୍ତ୍ରୀଙ୍କ ଦ୍ୱାରା ୧୧୪୦ କୋଟି ଟଙ୍କାର ସ୍ୱାସ୍ଥ୍ୟ ଭିତ୍ତିଭୂମି ପ୍ରକଳ୍ପର ଶୁଭାରମ୍ଭ	[17, 46, 553, 105]
section-divider	[4, 970, 566, 972]
story3-column-3	[384, 1180, 562, 1504]
issue-date: ୨୭ ନଭେମ୍ବର - ୦୩ ଡିସେମ୍ବର ୨୦୨୩	[426, 8, 680, 32]
masthead-divider	[4, 38, 941, 41]
highlight-item: - ରେଙ୍ଗାଲି ତହସିଲର ୪ଟି ଗ୍ରାମରେ ସର୍ଭେ ତ୍ୱରାନ୍ୱିତ, ମାର୍ଚ୍ଚ ୩୧ ସୁଦ୍ଧା ସର୍ଭେ ସଂପୂର୍ଣ୍ଣ କରିବାକୁ ନିର୍ଦ୍ଦେଶ, ଅନ୍ୟ ୩ଟି ଗାଁରେ ସର୍ଭେ ଆରମ୍ଭ	[580, 187, 913, 217]
story3-column-2	[200, 1180, 378, 1504]
masthead-logo	[6, 6, 218, 32]
story3-column-1	[6, 1004, 194, 1504]
story2-column-2	[758, 322, 938, 936]
indian-flag-icon	[203, 128, 268, 328]
highlight-item: - ଲଖନପୁରର ୯୦୦ ପରିବାର ହେବେ ଉପକୃତ ଜାନୁଆରୀ ମାସରେ ଜଳଶାୀ ଖାସମହାଲ ଜମିର ପ୍ରଥମ ପର୍ଯ୍ୟାୟ ପଟ୍ଟା ବଣ୍ଟନ	[580, 153, 929, 183]
